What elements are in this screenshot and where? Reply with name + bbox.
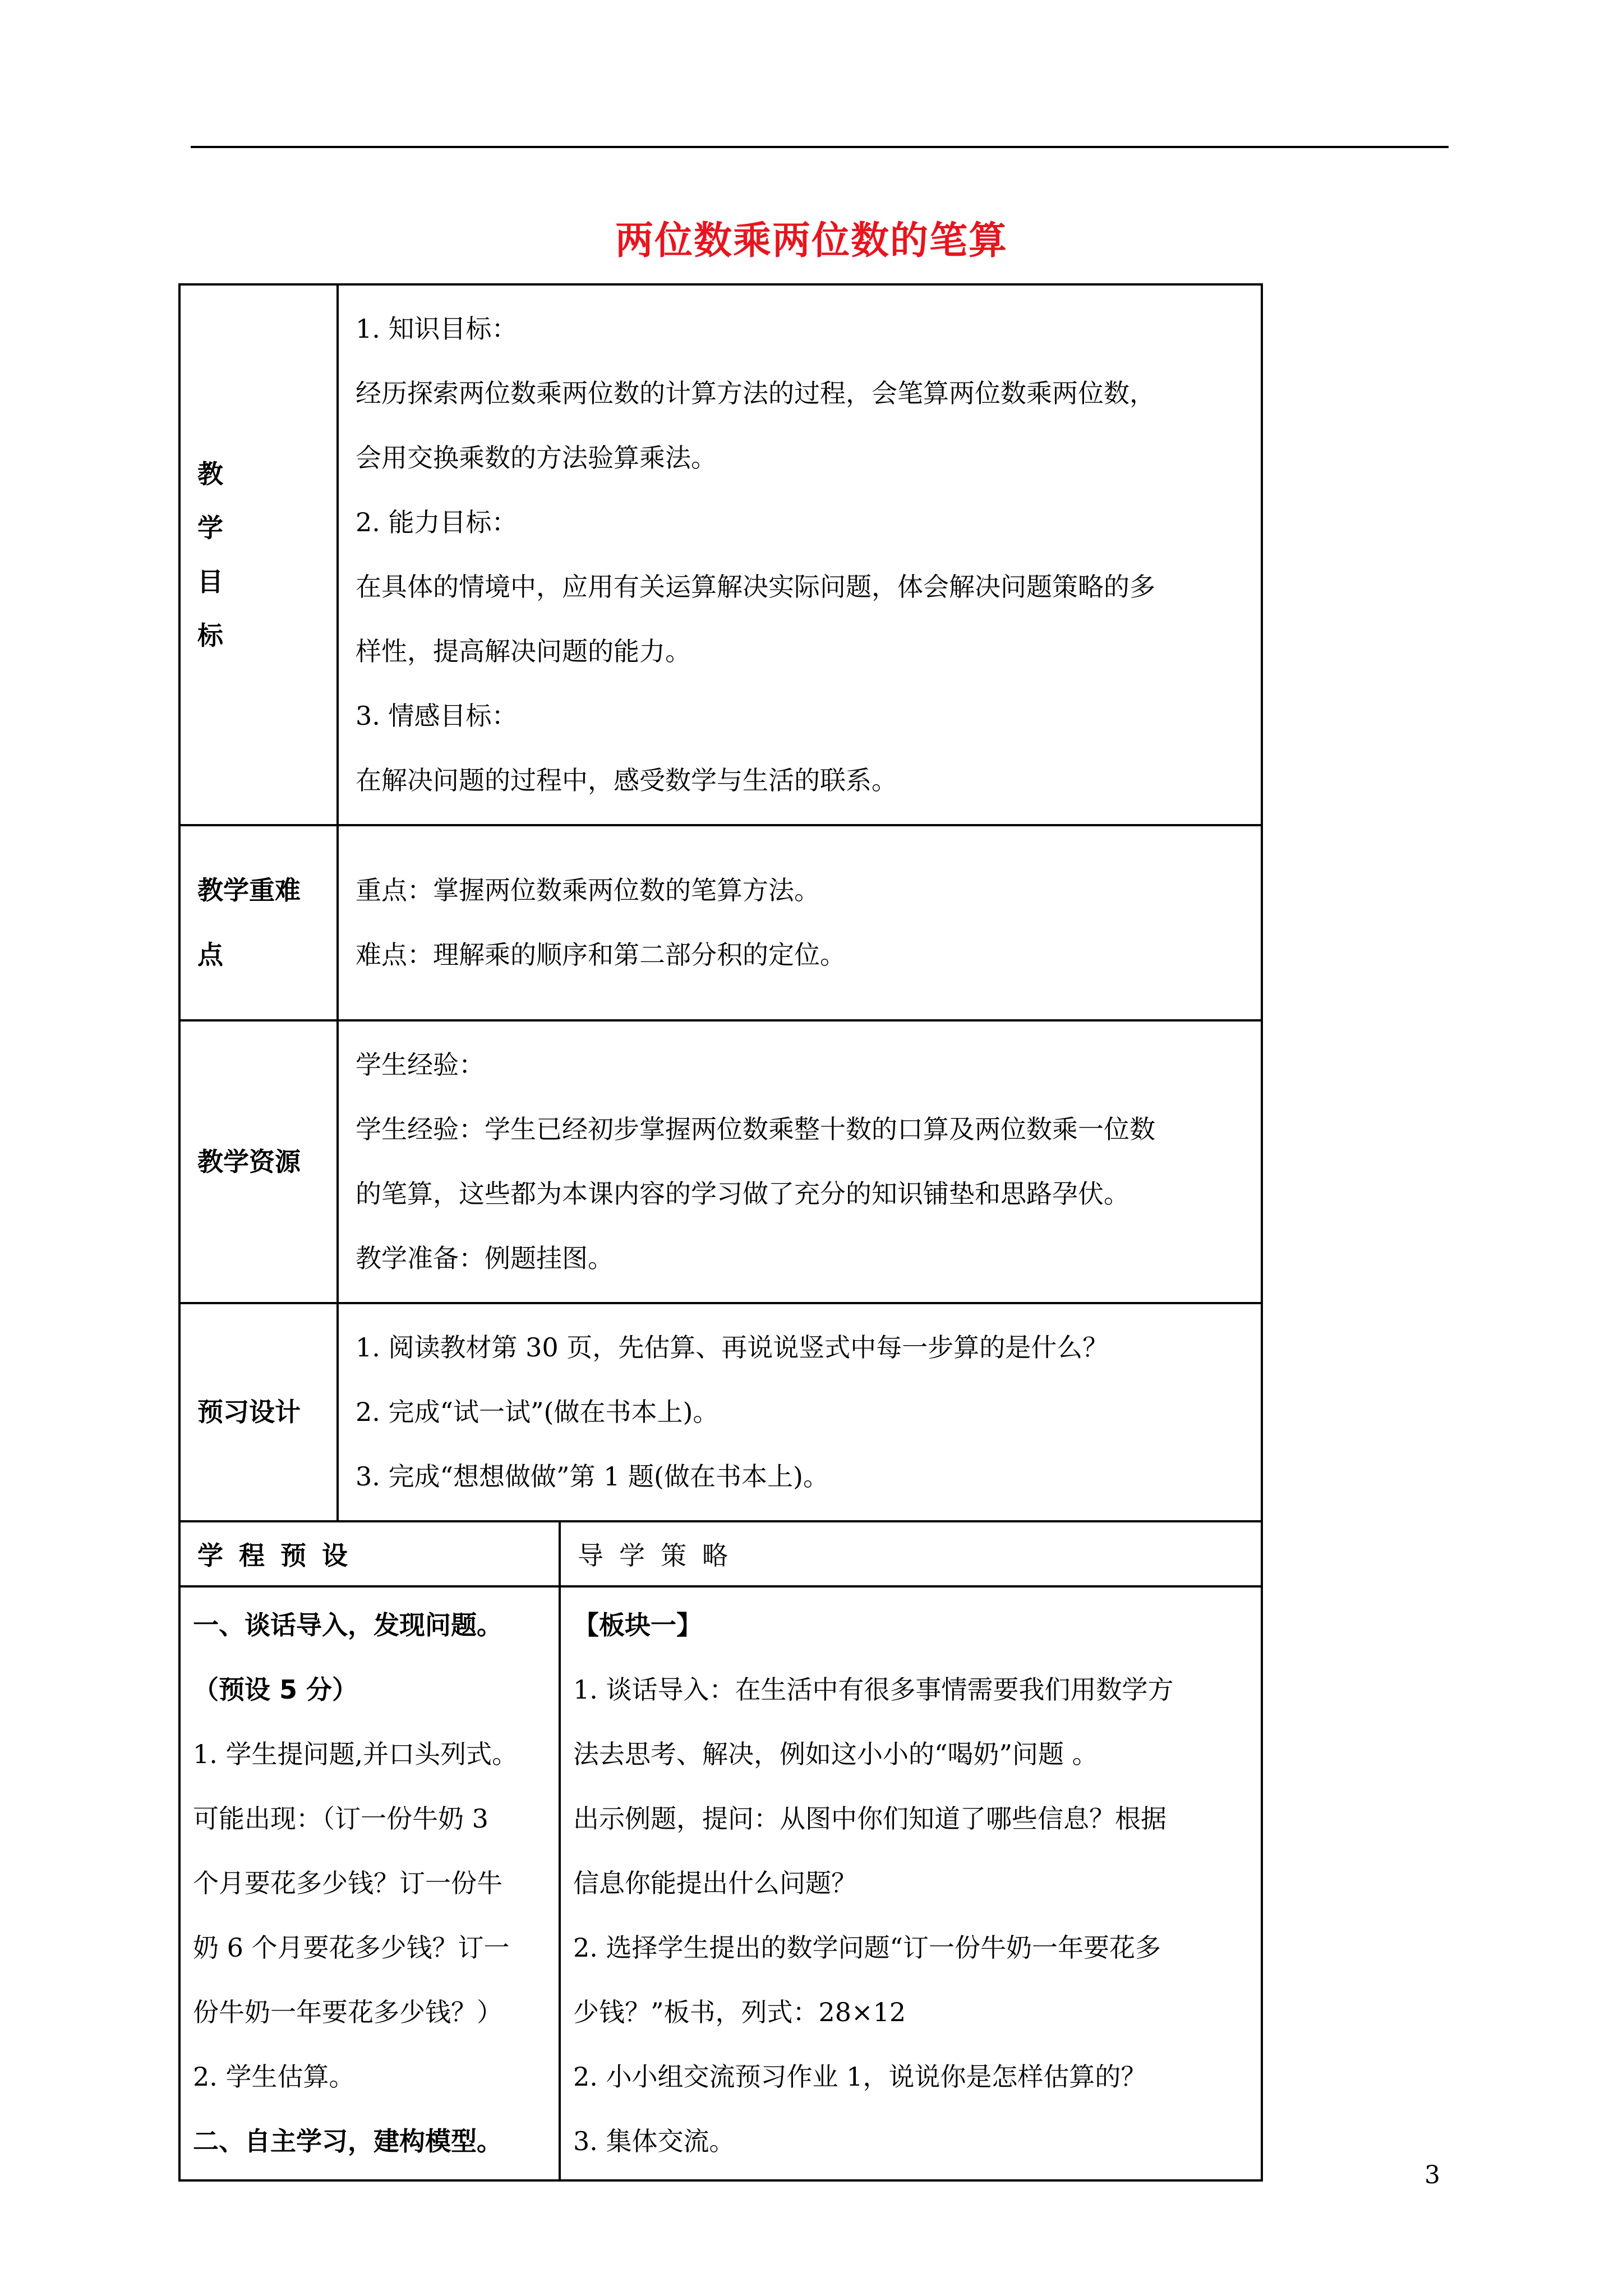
guidance-strategy-cell [560, 1586, 1262, 2180]
objective-line: 1. 知识目标： [356, 314, 518, 344]
key-point-line: 难点：理解乘的顺序和第二部分积的定位。 [356, 940, 846, 970]
resource-line: 的笔算，这些都为本课内容的学习做了充分的知识铺垫和思路孕伏。 [356, 1179, 1129, 1209]
objectives-label-char: 学 [197, 513, 223, 543]
objective-line: 会用交换乘数的方法验算乘法。 [356, 443, 717, 473]
objectives-label-char: 标 [197, 620, 223, 651]
key-points-label-line: 点 [197, 940, 223, 970]
process-line: 一、谈话导入，发现问题。 [193, 1610, 502, 1640]
process-line: 2. 学生估算。 [193, 2062, 355, 2092]
resource-line: 教学准备：例题挂图。 [356, 1243, 614, 1273]
objective-line: 3. 情感目标： [356, 701, 518, 731]
process-line: 份牛奶一年要花多少钱？） [193, 1997, 502, 2027]
key-points-content [338, 825, 1262, 1020]
key-points-label-line: 教学重难 [197, 875, 301, 905]
header-rule [191, 146, 1449, 148]
process-header-row [179, 1521, 1262, 1586]
objectives-content [338, 284, 1262, 825]
learning-process-cell [179, 1586, 560, 2180]
resources-label-text: 教学资源 [197, 1146, 301, 1177]
strategy-line: 出示例题，提问：从图中你们知道了哪些信息？根据 [573, 1803, 1166, 1834]
header-guidance-strategy: 导学策略 [560, 1521, 1262, 1586]
objective-line: 在具体的情境中，应用有关运算解决实际问题，体会解决问题策略的多 [356, 572, 1155, 602]
objective-line: 2. 能力目标： [356, 507, 518, 537]
process-line: 二、自主学习，建构模型。 [193, 2126, 502, 2156]
objectives-row [179, 284, 1262, 825]
resources-label [179, 1020, 338, 1303]
objectives-label [179, 284, 338, 825]
page-title: 两位数乘两位数的笔算 [615, 219, 1008, 263]
strategy-line: 2. 选择学生提出的数学问题“订一份牛奶一年要花多 [573, 1932, 1161, 1963]
strategy-line: 3. 集体交流。 [573, 2126, 735, 2156]
strategy-line: 2. 小小组交流预习作业 1，说说你是怎样估算的？ [573, 2062, 1147, 2092]
objective-line: 在解决问题的过程中，感受数学与生活的联系。 [356, 765, 897, 795]
objective-line: 样性，提高解决问题的能力。 [356, 636, 691, 666]
process-line: （预设 5 分） [193, 1674, 358, 1705]
preview-row [179, 1303, 1262, 1521]
key-points-label [179, 825, 338, 1020]
objectives-label-char: 目 [197, 567, 223, 597]
preview-label [179, 1303, 338, 1521]
strategy-line: 1. 谈话导入：在生活中有很多事情需要我们用数学方 [573, 1674, 1174, 1705]
preview-line: 2. 完成“试一试”(做在书本上)。 [356, 1397, 719, 1427]
key-points-row [179, 825, 1262, 1020]
page-number: 3 [1424, 2161, 1440, 2189]
header-learning-process: 学程预设 [179, 1521, 560, 1586]
preview-content [338, 1303, 1262, 1521]
process-content-row [179, 1586, 1262, 2180]
preview-label-text: 预习设计 [197, 1397, 301, 1427]
objective-line: 经历探索两位数乘两位数的计算方法的过程，会笔算两位数乘两位数， [356, 378, 1155, 408]
preview-line: 1. 阅读教材第 30 页，先估算、再说说竖式中每一步算的是什么？ [356, 1332, 1109, 1363]
process-line: 可能出现：（订一份牛奶 3 [193, 1803, 488, 1834]
strategy-line: 信息你能提出什么问题？ [573, 1868, 857, 1898]
resource-line: 学生经验： [356, 1050, 485, 1080]
resources-content [338, 1020, 1262, 1303]
process-line: 1. 学生提问题,并口头列式。 [193, 1739, 518, 1769]
resources-row [179, 1020, 1262, 1303]
process-line: 个月要花多少钱？订一份牛 [193, 1868, 502, 1898]
strategy-line: 【板块一】 [573, 1610, 702, 1640]
strategy-line: 法去思考、解决，例如这小小的“喝奶”问题 。 [573, 1739, 1098, 1769]
preview-line: 3. 完成“想想做做”第 1 题(做在书本上)。 [356, 1461, 829, 1492]
strategy-line: 少钱？”板书，列式：28×12 [573, 1997, 906, 2027]
key-point-line: 重点：掌握两位数乘两位数的笔算方法。 [356, 875, 820, 905]
process-line: 奶 6 个月要花多少钱？订一 [193, 1932, 510, 1963]
objectives-label-char: 教 [197, 459, 223, 489]
lesson-plan-table [178, 283, 1263, 2182]
resource-line: 学生经验：学生已经初步掌握两位数乘整十数的口算及两位数乘一位数 [356, 1114, 1155, 1144]
